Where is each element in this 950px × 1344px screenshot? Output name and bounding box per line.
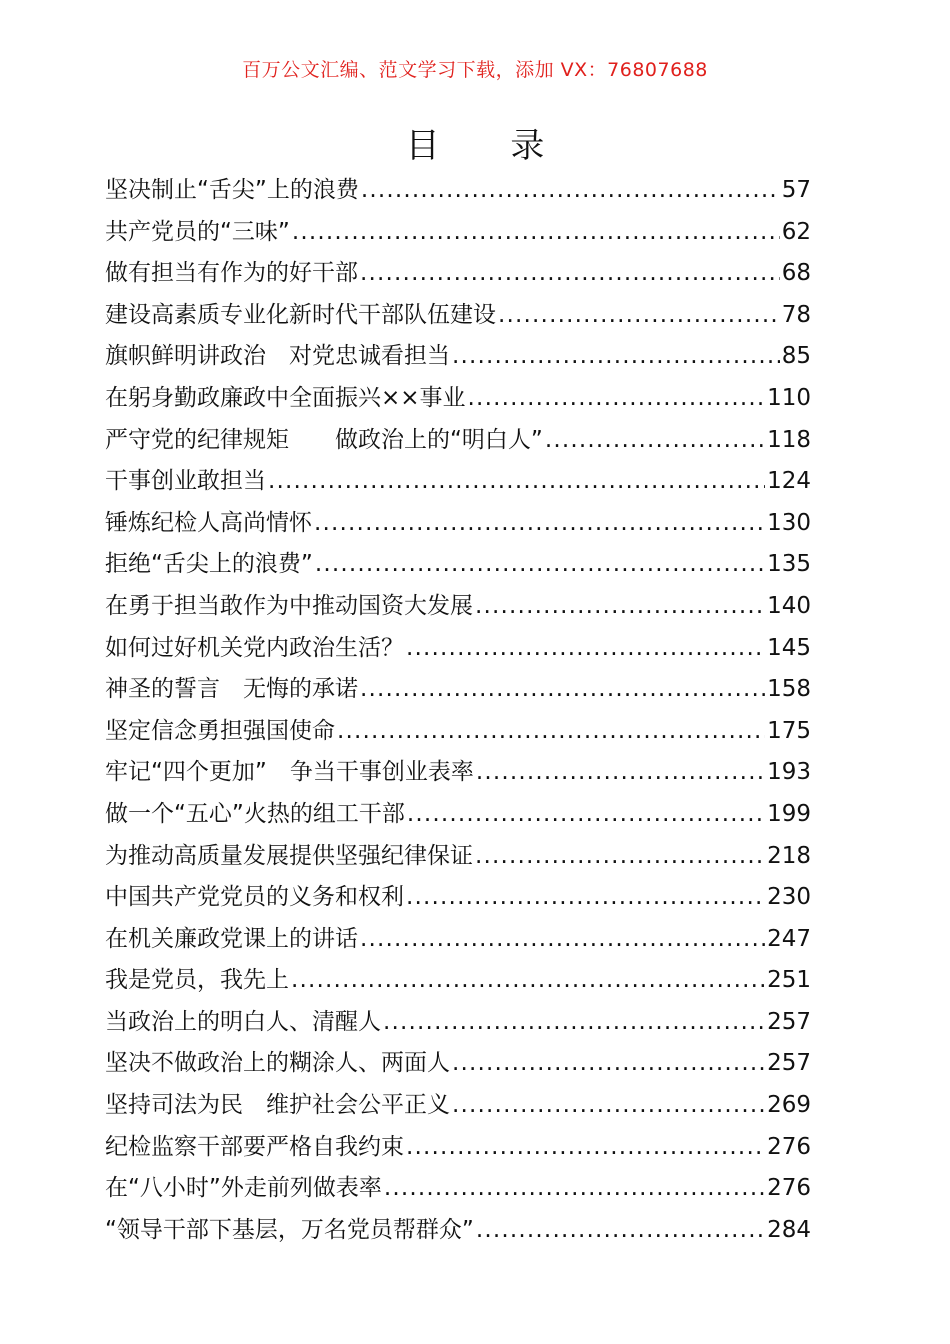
toc-dot-leader <box>452 1043 765 1085</box>
toc-entry-title: 做有担当有作为的好干部 <box>105 260 358 287</box>
toc-entry[interactable] <box>105 544 811 586</box>
toc-page-number: 68 <box>781 260 811 287</box>
toc-entry[interactable] <box>105 836 811 878</box>
toc-entry-title: 坚决不做政治上的糊涂人、两面人 <box>105 1050 450 1077</box>
toc-dot-leader <box>475 836 765 878</box>
toc-entry[interactable] <box>105 503 811 545</box>
toc-dot-leader <box>268 461 765 503</box>
toc-dot-leader <box>476 1210 765 1252</box>
toc-dot-leader <box>452 336 780 378</box>
toc-entry-title: 旗帜鲜明讲政治 对党忠诚看担当 <box>105 343 450 370</box>
toc-entry-title: 神圣的誓言 无悔的承诺 <box>105 676 358 703</box>
toc-entry[interactable] <box>105 461 811 503</box>
toc-entry[interactable] <box>105 253 811 295</box>
toc-entry-title: 如何过好机关党内政治生活？ <box>105 634 404 661</box>
toc-page-number: 175 <box>767 717 811 744</box>
toc-entry[interactable] <box>105 295 811 337</box>
toc-dot-leader <box>406 877 765 919</box>
toc-entry[interactable] <box>105 711 811 753</box>
toc-page-number: 193 <box>767 759 811 786</box>
toc-page-number: 85 <box>781 343 811 370</box>
toc-dot-leader <box>406 628 765 670</box>
header-watermark-note: 百万公文汇编、范文学习下载，添加 VX：76807688 <box>242 59 708 81</box>
toc-dot-leader <box>407 794 765 836</box>
toc-entry-title: 拒绝“舌尖上的浪费” <box>105 551 313 578</box>
toc-entry[interactable] <box>105 336 811 378</box>
toc-entry[interactable] <box>105 378 811 420</box>
toc-entry[interactable] <box>105 1002 811 1044</box>
toc-entry-title: 在躬身勤政廉政中全面振兴××事业 <box>105 384 466 411</box>
toc-page-number: 269 <box>767 1092 811 1119</box>
toc-dot-leader <box>476 752 765 794</box>
toc-entry[interactable] <box>105 1210 811 1252</box>
toc-dot-leader <box>337 711 765 753</box>
toc-entry-title: 在勇于担当敢作为中推动国资大发展 <box>105 592 473 619</box>
toc-entry[interactable] <box>105 752 811 794</box>
toc-entry[interactable] <box>105 170 811 212</box>
toc-dot-leader <box>315 544 765 586</box>
toc-dot-leader <box>292 212 780 254</box>
toc-entry[interactable] <box>105 1127 811 1169</box>
toc-page-number: 218 <box>767 842 811 869</box>
toc-entry-title: 当政治上的明白人、清醒人 <box>105 1008 381 1035</box>
toc-dot-leader <box>360 919 765 961</box>
table-of-contents <box>105 170 811 1251</box>
toc-page-number: 62 <box>781 218 811 245</box>
toc-page-number: 110 <box>767 384 811 411</box>
toc-page-number: 247 <box>767 925 811 952</box>
toc-dot-leader <box>291 960 765 1002</box>
toc-entry-title: 在“八小时”外走前列做表率 <box>105 1175 382 1202</box>
toc-entry[interactable] <box>105 919 811 961</box>
toc-page-number: 124 <box>767 468 811 495</box>
toc-page-number: 118 <box>767 426 811 453</box>
toc-entry-title: 为推动高质量发展提供坚强纪律保证 <box>105 842 473 869</box>
toc-entry-title: 干事创业敢担当 <box>105 468 266 495</box>
toc-dot-leader <box>384 1168 765 1210</box>
toc-entry-title: 坚定信念勇担强国使命 <box>105 717 335 744</box>
toc-entry[interactable] <box>105 1168 811 1210</box>
toc-dot-leader <box>452 1085 765 1127</box>
toc-entry[interactable] <box>105 794 811 836</box>
toc-dot-leader <box>314 503 765 545</box>
toc-entry-title: 锤炼纪检人高尚情怀 <box>105 509 312 536</box>
toc-dot-leader <box>383 1002 765 1044</box>
toc-dot-leader <box>406 1127 765 1169</box>
toc-entry-title: 严守党的纪律规矩 做政治上的“明白人” <box>105 426 543 453</box>
toc-page-number: 57 <box>781 177 811 203</box>
toc-page-number: 145 <box>767 634 811 661</box>
toc-entry[interactable] <box>105 628 811 670</box>
toc-dot-leader <box>475 586 765 628</box>
toc-page-number: 284 <box>767 1216 811 1243</box>
toc-page-number: 135 <box>767 551 811 578</box>
toc-entry-title: 牢记“四个更加” 争当干事创业表率 <box>105 759 474 786</box>
toc-entry[interactable] <box>105 877 811 919</box>
toc-entry-title: “领导干部下基层，万名党员帮群众” <box>105 1216 474 1243</box>
toc-entry-title: 中国共产党党员的义务和权利 <box>105 884 404 911</box>
toc-dot-leader <box>498 295 780 337</box>
toc-entry[interactable] <box>105 212 811 254</box>
toc-entry-title: 共产党员的“三味” <box>105 218 290 245</box>
toc-entry[interactable] <box>105 1043 811 1085</box>
toc-dot-leader <box>468 378 766 420</box>
toc-dot-leader <box>545 420 765 462</box>
toc-entry-title: 我是党员，我先上 <box>105 967 289 994</box>
toc-entry-title: 坚决制止“舌尖”上的浪费 <box>105 177 359 203</box>
toc-page-number: 140 <box>767 592 811 619</box>
toc-entry[interactable] <box>105 669 811 711</box>
toc-page-number: 251 <box>767 967 811 994</box>
toc-page-number: 257 <box>767 1050 811 1077</box>
toc-entry[interactable] <box>105 586 811 628</box>
toc-entry[interactable] <box>105 1085 811 1127</box>
toc-page-number: 276 <box>767 1175 811 1202</box>
toc-entry-title: 在机关廉政党课上的讲话 <box>105 925 358 952</box>
toc-entry-title: 做一个“五心”火热的组工干部 <box>105 800 405 827</box>
toc-entry-title: 坚持司法为民 维护社会公平正义 <box>105 1092 450 1119</box>
toc-entry[interactable] <box>105 420 811 462</box>
toc-dot-leader <box>360 669 765 711</box>
toc-entry[interactable] <box>105 960 811 1002</box>
toc-page-number: 276 <box>767 1133 811 1160</box>
toc-dot-leader <box>361 170 780 212</box>
toc-page-number: 230 <box>767 884 811 911</box>
toc-page-number: 130 <box>767 509 811 536</box>
toc-page-number: 158 <box>767 676 811 703</box>
toc-page-number: 199 <box>767 800 811 827</box>
toc-title: 目 录 <box>405 126 575 166</box>
toc-page-number: 257 <box>767 1008 811 1035</box>
toc-dot-leader <box>360 253 780 295</box>
toc-entry-title: 纪检监察干部要严格自我约束 <box>105 1133 404 1160</box>
toc-page-number: 78 <box>781 301 811 328</box>
toc-entry-title: 建设高素质专业化新时代干部队伍建设 <box>105 301 496 328</box>
